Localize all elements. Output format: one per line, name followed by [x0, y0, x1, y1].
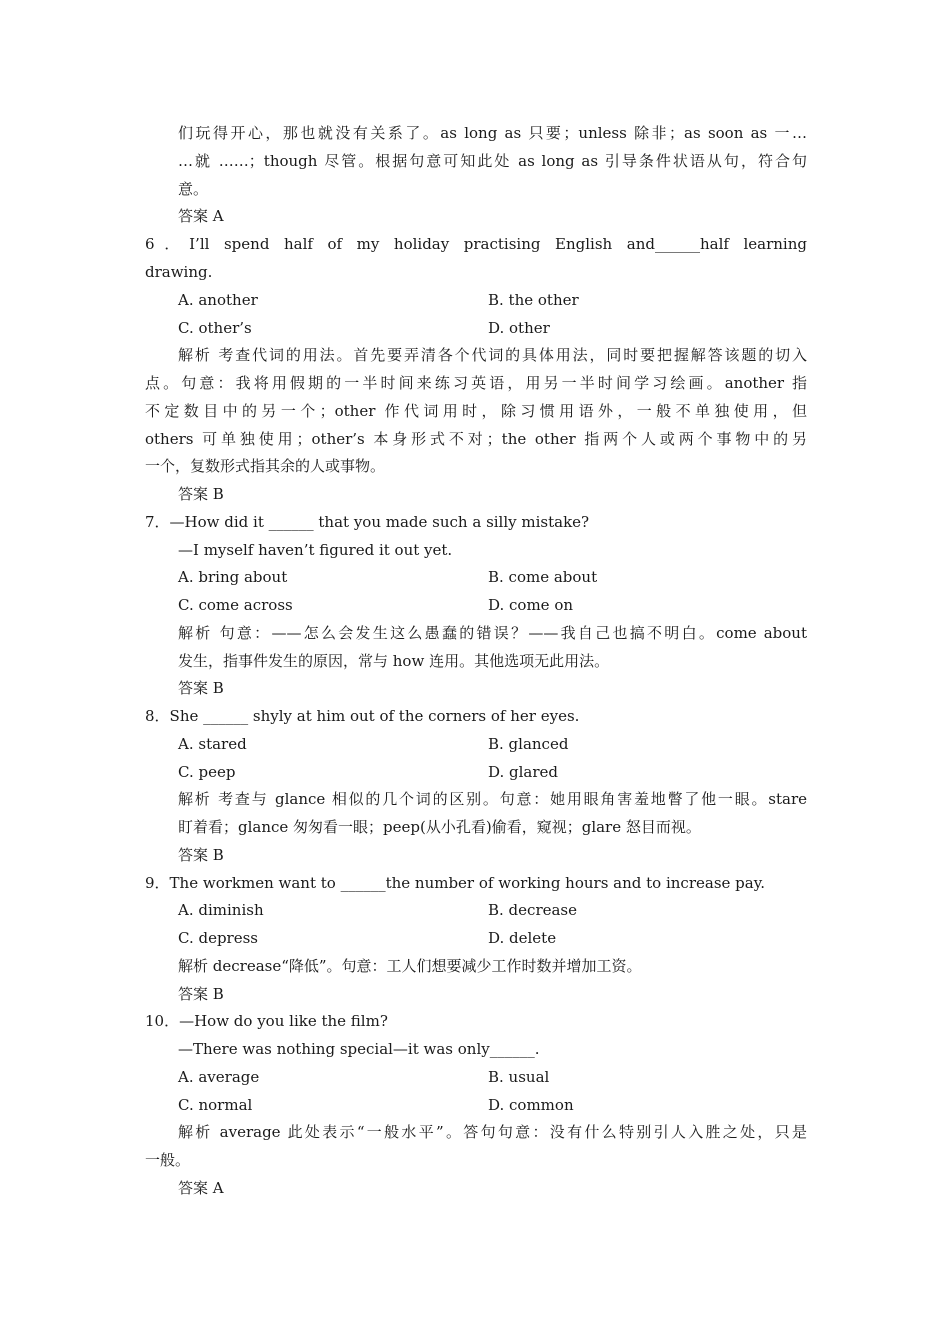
option-a: A. bring about [178, 568, 288, 586]
option-d: D. common [488, 1096, 574, 1114]
answer-line: 答案 B [178, 846, 224, 864]
option-a: A. stared [178, 735, 247, 753]
question-stem: —There was nothing special—it was only______. [178, 1040, 540, 1058]
option-d: D. glared [488, 763, 559, 781]
option-row [178, 730, 807, 758]
option-row [178, 758, 807, 786]
answer-line: 答案 A [178, 1179, 224, 1197]
option-row [178, 286, 807, 314]
explanation-line: 不定数目中的另一个；other 作代词用时，除习惯用语外，一般不单独使用，但 [145, 402, 807, 420]
question-stem: 10．—How do you like the film? [145, 1012, 388, 1030]
option-d: D. delete [488, 929, 557, 947]
option-a: A. average [178, 1068, 260, 1086]
answer-line: 答案 B [178, 985, 224, 1003]
explanation-line: 发生，指事件发生的原因，常与 how 连用。其他选项无此用法。 [178, 652, 610, 670]
option-b: B. come about [488, 568, 598, 586]
question-stem: 7．—How did it ______ that you made such a silly mistake? [145, 513, 590, 531]
explanation-line: 盯着看；glance 匆匆看一眼；peep(从小孔看)偷看，窥视；glare 怒目而视。 [178, 818, 701, 836]
option-b: B. the other [488, 291, 579, 309]
answer-line: 答案 B [178, 679, 224, 697]
option-b: B. usual [488, 1068, 550, 1086]
option-a: A. diminish [178, 901, 264, 919]
answer-line: 答案 B [178, 485, 224, 503]
explanation-line: 解析 decrease“降低”。句意：工人们想要减少工作时数并增加工资。 [178, 957, 642, 975]
explanation-line: …就 ……；though 尽管。根据句意可知此处 as long as 引导条件状语从句，符合句 [178, 152, 807, 170]
option-row [178, 1063, 807, 1091]
question-stem: 9．The workmen want to ______the number of working hours and to increase pay. [145, 874, 765, 892]
explanation-line: 一般。 [145, 1151, 191, 1169]
option-c: C. depress [178, 929, 259, 947]
explanation-line: 一个，复数形式指其余的人或事物。 [145, 457, 386, 475]
question-stem: 8．She ______ shyly at him out of the corners of her eyes. [145, 707, 580, 725]
explanation-line: 解析 考查与 glance 相似的几个词的区别。句意：她用眼角害羞地瞥了他一眼。stare [178, 790, 807, 808]
option-row [178, 591, 807, 619]
option-b: B. glanced [488, 735, 569, 753]
explanation-line: others 可单独使用；other’s 本身形式不对；the other 指两个人或两个事物中的另 [145, 430, 807, 448]
explanation-line: 点。句意：我将用假期的一半时间来练习英语，用另一半时间学习绘画。another 指 [145, 374, 807, 392]
explanation-line: 意。 [178, 180, 209, 198]
explanation-line: 们玩得开心，那也就没有关系了。as long as 只要；unless 除非；as soon as 一… [178, 124, 807, 142]
question-stem: —I myself haven’t figured it out yet. [178, 541, 453, 559]
option-b: B. decrease [488, 901, 578, 919]
option-d: D. other [488, 319, 550, 337]
question-stem: drawing. [145, 263, 213, 281]
option-c: C. normal [178, 1096, 253, 1114]
explanation-line: 解析 考查代词的用法。首先要弄清各个代词的具体用法，同时要把握解答该题的切入 [178, 346, 807, 364]
option-row [178, 896, 807, 924]
explanation-line: 解析 average 此处表示“一般水平”。答句句意：没有什么特别引人入胜之处，只是 [178, 1123, 807, 1141]
question-stem: 6．I’ll spend half of my holiday practising English and______half learning [145, 235, 807, 253]
option-row [178, 1091, 807, 1119]
option-d: D. come on [488, 596, 574, 614]
option-row [178, 924, 807, 952]
option-a: A. another [178, 291, 258, 309]
answer-line: 答案 A [178, 207, 224, 225]
explanation-line: 解析 句意：——怎么会发生这么愚蠢的错误？——我自己也搞不明白。come about [178, 624, 807, 642]
option-row [178, 314, 807, 342]
option-row [178, 563, 807, 591]
option-c: C. other’s [178, 319, 252, 337]
option-c: C. peep [178, 763, 236, 781]
option-c: C. come across [178, 596, 293, 614]
